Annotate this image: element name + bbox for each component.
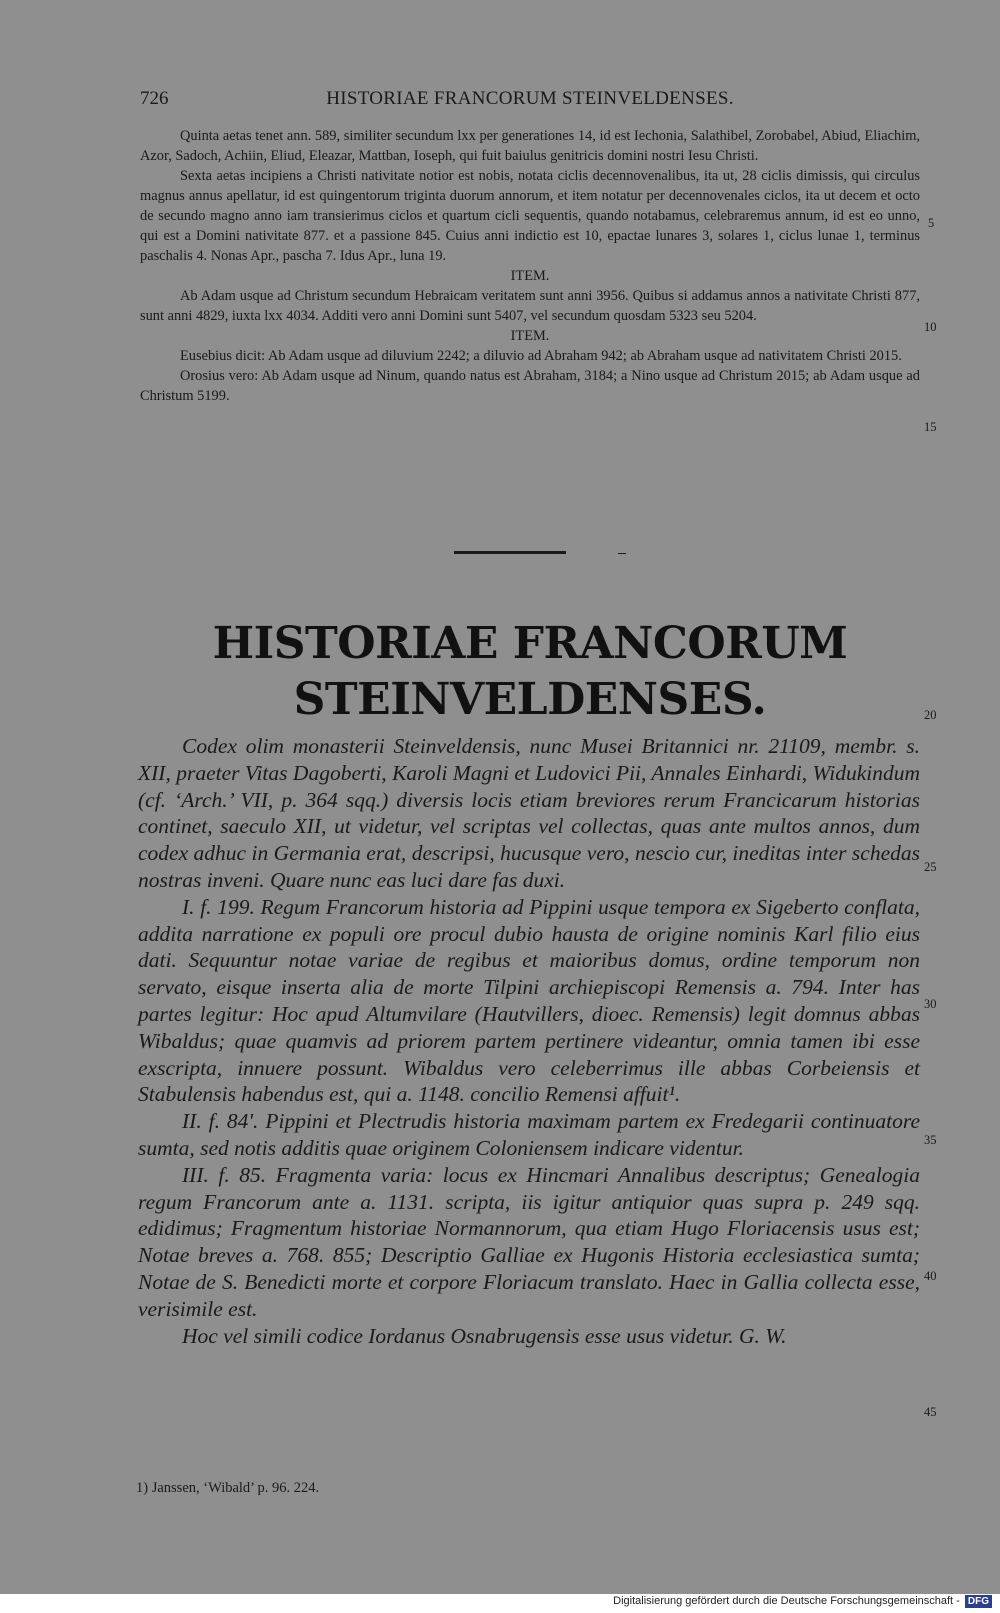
paragraph-eusebius: Eusebius dicit: Ab Adam usque ad diluvium 2242; a diluvio ad Abraham 942; ab Abraham usque ad nativitatem Christi 2015. <box>180 348 902 364</box>
line-number: 45 <box>924 1405 937 1419</box>
line-number: 30 <box>924 997 937 1011</box>
main-title-line-1: HISTORIAE FRANCORUM <box>212 618 848 669</box>
line-number: 10 <box>924 320 937 334</box>
page-header <box>140 88 920 116</box>
footnote: 1) Janssen, ‘Wibald’ p. 96. 224. <box>136 1480 320 1496</box>
intro-paragraph-conclusion: Hoc vel simili codice Iordanus Osnabrugensis esse usus videtur. G. W. <box>182 1323 787 1348</box>
top-text-block <box>140 126 920 406</box>
line-number: 5 <box>928 216 935 230</box>
intro-paragraph-part-2: II. f. 84'. Pippini et Plectrudis historia maximam partem ex Fredegarii continuatore sumta, sed notis additis quae originem Coloniensem indicare videntur. <box>138 1109 920 1160</box>
line-number: 20 <box>924 708 937 722</box>
section-divider-rule <box>454 551 566 554</box>
running-title: HISTORIAE FRANCORUM STEINVELDENSES. <box>326 88 734 109</box>
paragraph-ab-adam: Ab Adam usque ad Christum secundum Hebraicam veritatem sunt anni 3956. Quibus si addamus annos a nativitate Christi 877, sunt anni 4829, iuxta lxx 4034. Additi vero anni Domini sunt 5407, vel secundum quosdam 5323 seu 5204. <box>140 288 920 324</box>
intro-paragraph-codex: Codex olim monasterii Steinveldensis, nunc Musei Britannici nr. 21109, membr. s. XII, praeter Vitas Dagoberti, Karoli Magni et Ludovici Pii, Annales Einhardi, Widukindum (cf. ‘Arch.’ VII, p. 364 sqq.) diversis locis etiam breviores rerum Francicarum historias continet, saeculo XII, ut videtur, vel scriptas vel collectas, quas ante multos annos, dum codex adhuc in Germania erat, descripsi, hucusque vero, nescio cur, ineditas inter schedas nostras inveni. Quare nunc eas luci dare fas duxi. <box>138 734 920 892</box>
section-divider-dot <box>618 553 626 554</box>
intro-paragraph-part-1: I. f. 199. Regum Francorum historia ad Pippini usque tempora ex Sigeberto conflata, addita narratione ex populi ore procul dubio hausta de origine nominis Karl filio eius dati. Sequuntur notae variae de regibus et maioribus domus, ordine temporum non servato, eisque inserta alia de morte Tilpini archiepiscopi Remensis a. 794. Inter has partes legitur: Hoc apud Altumvilare (Hautvillers, dioec. Remensis) legit domnus abbas Wibaldus; quae quamvis ad priorem partem pertinere videantur, omnia tamen ibi esse exscripta, innuere possunt. Wibaldus vero celeberrimus ille abbas Corbeiensis et Stabulensis habendus est, qui a. 1148. concilio Remensi affuit¹. <box>138 894 920 1107</box>
intro-paragraph-part-3: III. f. 85. Fragmenta varia: locus ex Hincmari Annalibus descriptus; Genealogia regum Francorum ante a. 1131. scripta, iis igitur antiquior quas supra p. 249 sqq. edidimus; Fragmentum historiae Normannorum, qua etiam Hugo Floriacensis usus est; Notae breves a. 768. 855; Descriptio Galliae ex Hugonis Historia ecclesiastica sumta; Notae de S. Benedicti morte et corpore Floriacum translato. Haec in Gallia collecta esse, verisimile est. <box>138 1162 920 1321</box>
introduction-text <box>138 733 920 1349</box>
paragraph-quinta-aetas: Quinta aetas tenet ann. 589, similiter secundum lxx per generationes 14, id est Iechonia, Salathibel, Zorobabel, Abiud, Eliachim, Azor, Sadoch, Achiin, Eliud, Eleazar, Mattban, Ioseph, qui fuit baiulus genitricis domini nostri Iesu Christi. <box>140 128 920 164</box>
page-number: 726 <box>140 88 169 109</box>
section-heading-item: ITEM. <box>510 328 550 344</box>
paragraph-sexta-aetas: Sexta aetas incipiens a Christi nativitate notior est nobis, notata ciclis decennovenalibus, ita ut, 28 ciclis dimissis, qui circulus magnus annus apellatur, id est quingentorum triginta duorum annorum, et item notatur per decennovenales ciclos, ita ut decem et octo de secundo magno anno iam transierimus ciclos et quartum cicli sequentis, quando notabamus, celebraremus annum, id est eo unno, qui est a Domini nativitate 877. et a passione 845. Cuius anni indictio est 10, epactae lunares 3, solares 1, ciclus lunae 1, terminus paschalis 4. Nonas Apr., pascha 7. Idus Apr., luna 19. <box>140 168 920 264</box>
main-title-line-2: STEINVELDENSES. <box>293 674 767 725</box>
line-number: 35 <box>924 1133 937 1147</box>
section-heading-item: ITEM. <box>510 268 550 284</box>
paragraph-orosius: Orosius vero: Ab Adam usque ad Ninum, quando natus est Abraham, 3184; a Nino usque ad Christum 2015; ab Adam usque ad Christum 5199. <box>140 368 920 404</box>
digitization-credit <box>613 1595 992 1608</box>
dfg-logo: DFG <box>965 1595 992 1608</box>
line-number: 15 <box>924 420 937 434</box>
line-number: 40 <box>924 1269 937 1283</box>
line-number: 25 <box>924 860 937 874</box>
credit-text: Digitalisierung gefördert durch die Deutsche Forschungsgemeinschaft - <box>613 1595 960 1607</box>
